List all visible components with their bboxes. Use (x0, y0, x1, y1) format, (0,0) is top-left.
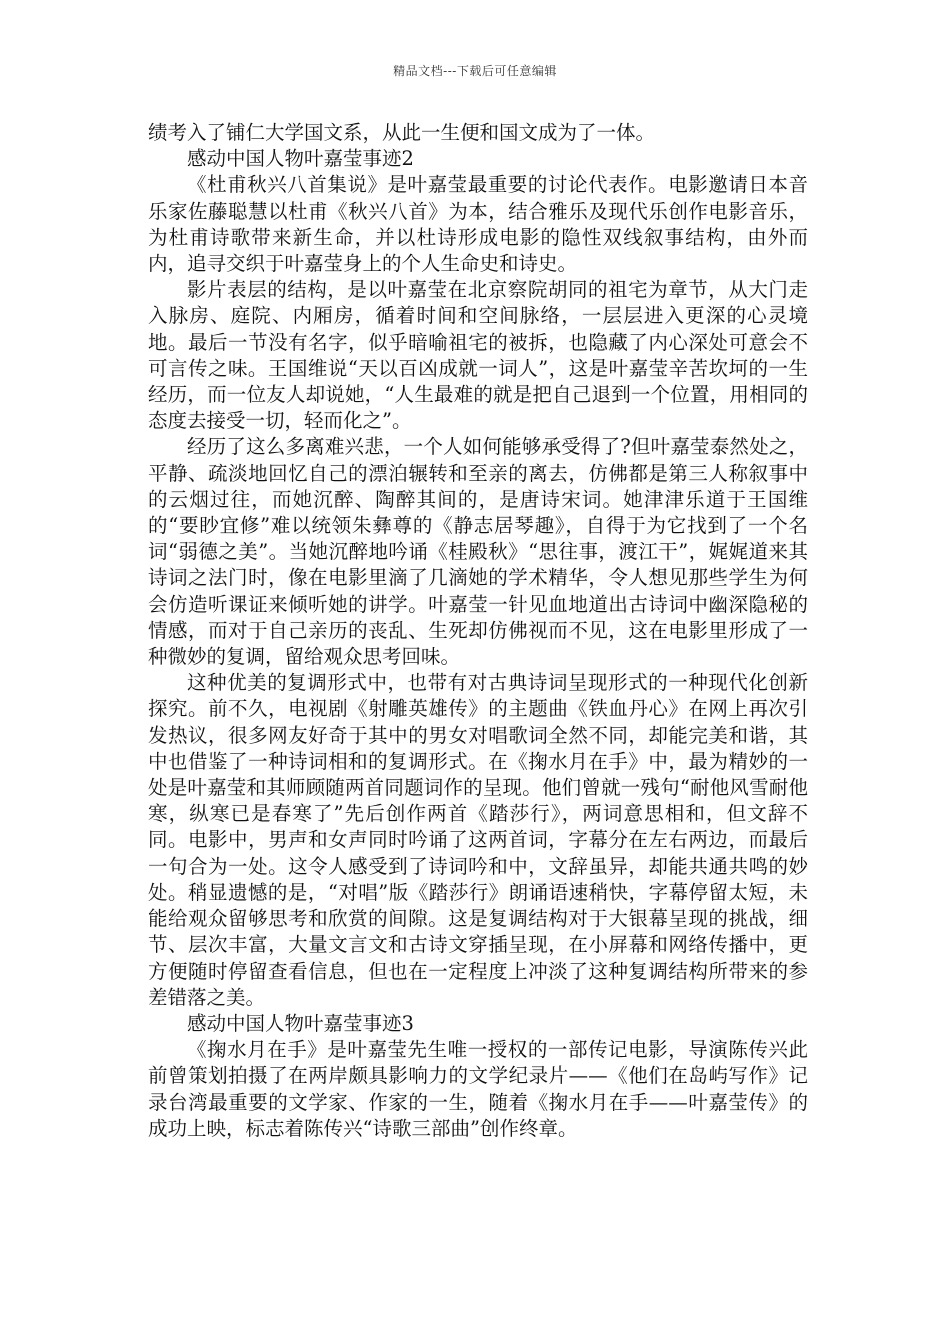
paragraph: 影片表层的结构，是以叶嘉莹在北京察院胡同的祖宅为章节，从大门走入脉房、庭院、内厢房，循着时间和空间脉络，一层层进入更深的心灵境地。最后一节没有名字，似乎暗喻祖宅的被拆，也隐藏了内心深处可意会不可言传之味。王国维说“天以百凶成就一词人”，这是叶嘉莹辛苦坎坷的一生经历，而一位友人却说她，“人生最难的就是把自己退到一个位置，用相同的态度去接受一切，轻而化之”。 (148, 278, 808, 433)
paragraph: 经历了这么多离难兴悲，一个人如何能够承受得了?但叶嘉莹泰然处之，平静、疏淡地回忆自己的漂泊辗转和至亲的离去，仿佛都是第三人称叙事中的云烟过往，而她沉醉、陶醉其间的，是唐诗宋词。她津津乐道于王国维的“要眇宜修”难以统领朱彝尊的《静志居琴趣》，自得于为它找到了一个名词“弱德之美”。当她沉醉地吟诵《桂殿秋》“思往事，渡江干”，娓娓道来其诗词之法门时，像在电影里滴了几滴她的学术精华，令人想见那些学生为何会仿造听课证来倾听她的讲学。叶嘉莹一针见血地道出古诗词中幽深隐秘的情感，而对于自己亲历的丧乱、生死却仿佛视而不见，这在电影里形成了一种微妙的复调，留给观众思考回味。 (148, 435, 808, 669)
section-heading-2: 感动中国人物叶嘉莹事迹2 (187, 147, 414, 171)
page-header: 精品文档---下载后可任意编辑 (393, 64, 557, 78)
paragraph: 《掬水月在手》是叶嘉莹先生唯一授权的一部传记电影，导演陈传兴此前曾策划拍摄了在两岸颇具影响力的文学纪录片——《他们在岛屿写作》记录台湾最重要的文学家、作家的一生，随着《掬水月在手——叶嘉莹传》的成功上映，标志着陈传兴“诗歌三部曲”创作终章。 (148, 1038, 808, 1140)
paragraph: 这种优美的复调形式中，也带有对古典诗词呈现形式的一种现代化创新探究。前不久，电视剧《射雕英雄传》的主题曲《铁血丹心》在网上再次引发热议，很多网友好奇于其中的男女对唱歌词全然不同，却能完美和谐，其中也借鉴了一种诗词相和的复调形式。在《掬水月在手》中，最为精妙的一处是叶嘉莹和其师顾随两首同题词作的呈现。他们曾就一残句“耐他风雪耐他寒，纵寒已是春寒了”先后创作两首《踏莎行》，两词意思相和，但文辞不同。电影中，男声和女声同时吟诵了这两首词，字幕分在左右两边，而最后一句合为一处。这令人感受到了诗词吟和中，文辞虽异，却能共通共鸣的妙处。稍显遗憾的是，“对唱”版《踏莎行》朗诵语速稍快，字幕停留太短，未能给观众留够思考和欣赏的间隙。这是复调结构对于大银幕呈现的挑战，细节、层次丰富，大量文言文和古诗文穿插呈现，在小屏幕和网络传播中，更方便随时停留查看信息，但也在一定程度上冲淡了这种复调结构所带来的参差错落之美。 (148, 671, 808, 1009)
paragraph-continuation: 绩考入了铺仁大学国文系，从此一生便和国文成为了一体。 (148, 121, 656, 144)
paragraph: 《杜甫秋兴八首集说》是叶嘉莹最重要的讨论代表作。电影邀请日本音乐家佐藤聪慧以杜甫《秋兴八首》为本，结合雅乐及现代乐创作电影音乐，为杜甫诗歌带来新生命，并以杜诗形成电影的隐性双线叙事结构，由外而内，追寻交织于叶嘉莹身上的个人生命史和诗史。 (148, 173, 808, 276)
section-heading-3: 感动中国人物叶嘉莹事迹3 (187, 1011, 414, 1035)
document-body (148, 120, 808, 1142)
